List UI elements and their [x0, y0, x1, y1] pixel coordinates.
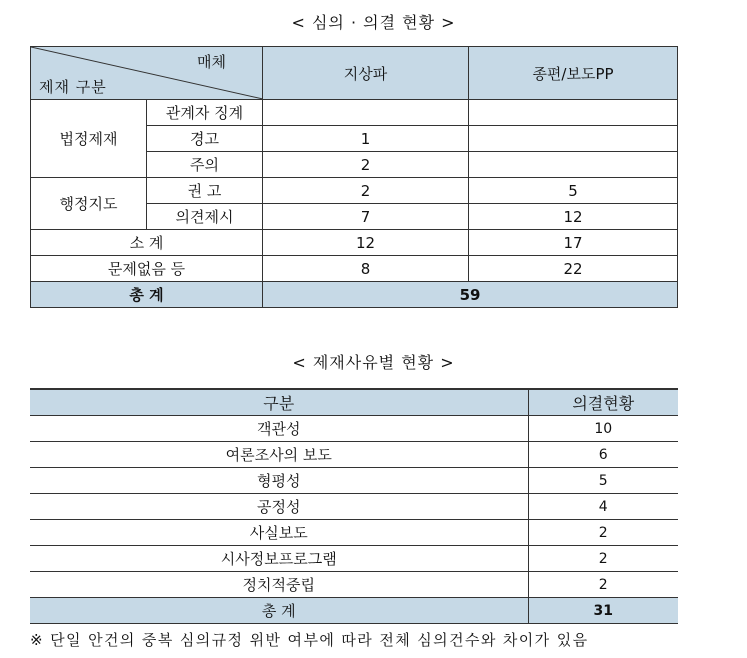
reason-label: 공정성	[30, 494, 528, 520]
footnote: ※ 단일 안건의 중복 심의규정 위반 여부에 따라 전체 심의건수와 차이가 있음	[30, 631, 589, 649]
header-resolution: 의결현황	[528, 389, 678, 416]
row-label: 권 고	[147, 178, 263, 204]
total-label: 총 계	[31, 282, 263, 308]
cell-general-pp	[469, 126, 678, 152]
title-deliberation-status: < 심의 · 의결 현황 >	[291, 13, 456, 32]
header-terrestrial: 지상파	[263, 47, 469, 100]
reason-label: 형평성	[30, 468, 528, 494]
cell-terrestrial: 2	[263, 178, 469, 204]
corner-media-label: 매체	[197, 53, 226, 71]
total-value: 59	[263, 282, 678, 308]
reason-value: 5	[528, 468, 678, 494]
cell-terrestrial: 1	[263, 126, 469, 152]
cell-terrestrial: 7	[263, 204, 469, 230]
title-sanction-reason-status: < 제재사유별 현황 >	[292, 353, 455, 372]
reason-label: 사실보도	[30, 520, 528, 546]
subtotal-terrestrial: 12	[263, 230, 469, 256]
subtotal-label: 소 계	[31, 230, 263, 256]
header-category: 구분	[30, 389, 528, 416]
reason-label: 정치적중립	[30, 572, 528, 598]
reason-label: 시사정보프로그램	[30, 546, 528, 572]
corner-sanction-label: 제재 구분	[39, 78, 107, 96]
sanction-reason-table	[30, 388, 678, 624]
deliberation-table	[30, 46, 678, 308]
reason-value: 4	[528, 494, 678, 520]
row-label: 경고	[147, 126, 263, 152]
no-issue-terrestrial: 8	[263, 256, 469, 282]
no-issue-label: 문제없음 등	[31, 256, 263, 282]
cell-general-pp	[469, 152, 678, 178]
reason-value: 10	[528, 416, 678, 442]
row-label: 관계자 징계	[147, 100, 263, 126]
row-label: 주의	[147, 152, 263, 178]
cell-terrestrial: 2	[263, 152, 469, 178]
subtotal-general-pp: 17	[469, 230, 678, 256]
corner-header-cell	[31, 47, 263, 100]
cell-terrestrial	[263, 100, 469, 126]
reason-label: 객관성	[30, 416, 528, 442]
group-admin-guidance: 행정지도	[31, 178, 147, 230]
row-label: 의견제시	[147, 204, 263, 230]
cell-general-pp: 5	[469, 178, 678, 204]
reason-value: 6	[528, 442, 678, 468]
reason-label: 여론조사의 보도	[30, 442, 528, 468]
cell-general-pp	[469, 100, 678, 126]
header-general-pp: 종편/보도PP	[469, 47, 678, 100]
no-issue-general-pp: 22	[469, 256, 678, 282]
total-value: 31	[528, 598, 678, 624]
cell-general-pp: 12	[469, 204, 678, 230]
reason-value: 2	[528, 546, 678, 572]
reason-value: 2	[528, 572, 678, 598]
reason-value: 2	[528, 520, 678, 546]
total-label: 총 계	[30, 598, 528, 624]
group-legal-sanction: 법정제재	[31, 100, 147, 178]
